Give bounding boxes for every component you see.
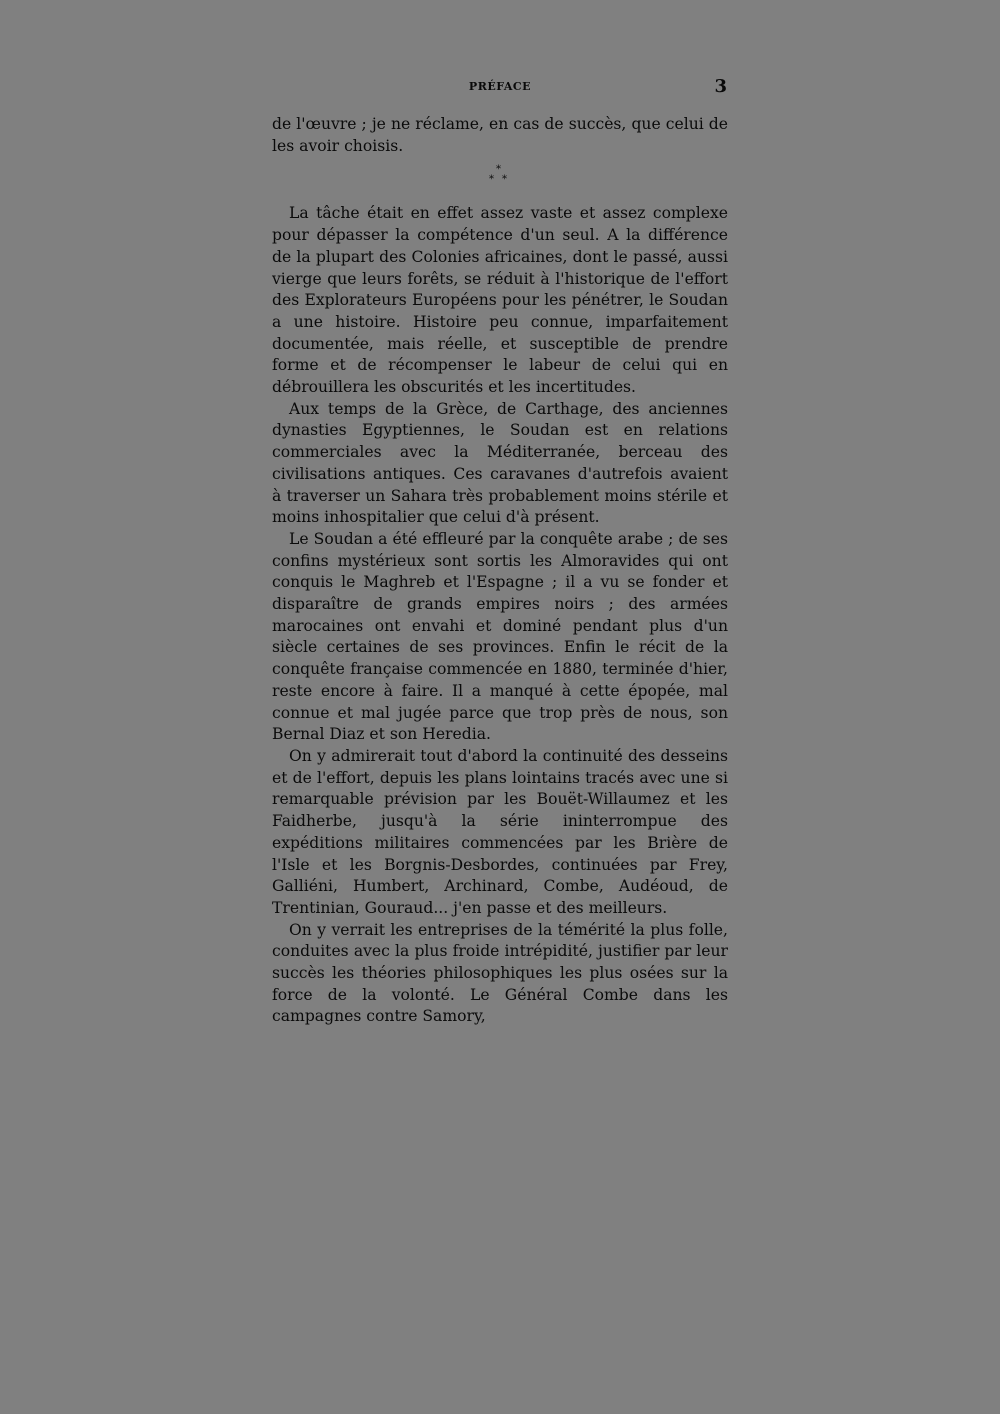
page-number: 3: [714, 76, 727, 97]
asterism-star-1: *: [496, 164, 501, 176]
paragraph-antiquity: Aux temps de la Grèce, de Carthage, des anciennes dynasties Egyptiennes, le Soudan est en relations commerciales avec la Méditerranée, berceau des civilisations antiques. Ces caravanes d'autrefois avaient à traverser un Sahara très probablement moins stérile et moins inhospitalier que celui d'à présent.: [272, 399, 728, 527]
running-head: [273, 78, 727, 102]
asterism: [272, 159, 728, 199]
asterism-star-2: *: [489, 174, 494, 186]
running-title: PRÉFACE: [468, 80, 532, 93]
paragraph-continuity: On y admirerait tout d'abord la continuité des desseins et de l'effort, depuis les plans lointains tracés avec une si remarquable prévision par les Bouët-Willaumez et les Faidherbe, jusqu'à la série ininterrompue des expéditions militaires commencées par les Brière de l'Isle et les Borgnis-Desbordes, continuées par Frey, Galliéni, Humbert, Archinard, Combe, Audéoud, de Trentinian, Gouraud... j'en passe et des meilleurs.: [272, 746, 728, 917]
asterism-star-3: *: [502, 174, 507, 186]
paragraph-task: La tâche était en effet assez vaste et assez complexe pour dépasser la compétence d'un seul. A la différence de la plupart des Colonies africaines, dont le passé, aussi vierge que leurs forêts, se réduit à l'historique de l'effort des Explorateurs Européens pour les pénétrer, le Soudan a une histoire. Histoire peu connue, imparfaitement documentée, mais réelle, et susceptible de prendre forme et de récompenser le labeur de celui qui en débrouillera les obscurités et les incertitudes.: [272, 204, 728, 397]
paragraph-temerity: On y verrait les entreprises de la témérité la plus folle, conduites avec la plus froide intrépidité, justifier par leur succès les théories philosophiques les plus osées sur la force de la volonté. Le Général Combe dans les campagnes contre Samory,: [272, 920, 728, 1026]
paragraph-conquest: Le Soudan a été effleuré par la conquête arabe ; de ses confins mystérieux sont sortis les Almoravides qui ont conquis le Maghreb et l'Espagne ; il a vu se fonder et disparaître de grands empires noirs ; des armées marocaines ont envahi et dominé pendant plus d'un siècle certaines de ses provinces. Enfin le récit de la conquête française commencée en 1880, terminée d'hier, reste encore à faire. Il a manqué à cette épopée, mal connue et mal jugée parce que trop près de nous, son Bernal Diaz et son Heredia.: [272, 529, 728, 744]
text-block: [272, 114, 728, 1028]
intro-paragraph: de l'œuvre ; je ne réclame, en cas de succès, que celui de les avoir choisis.: [272, 115, 728, 155]
